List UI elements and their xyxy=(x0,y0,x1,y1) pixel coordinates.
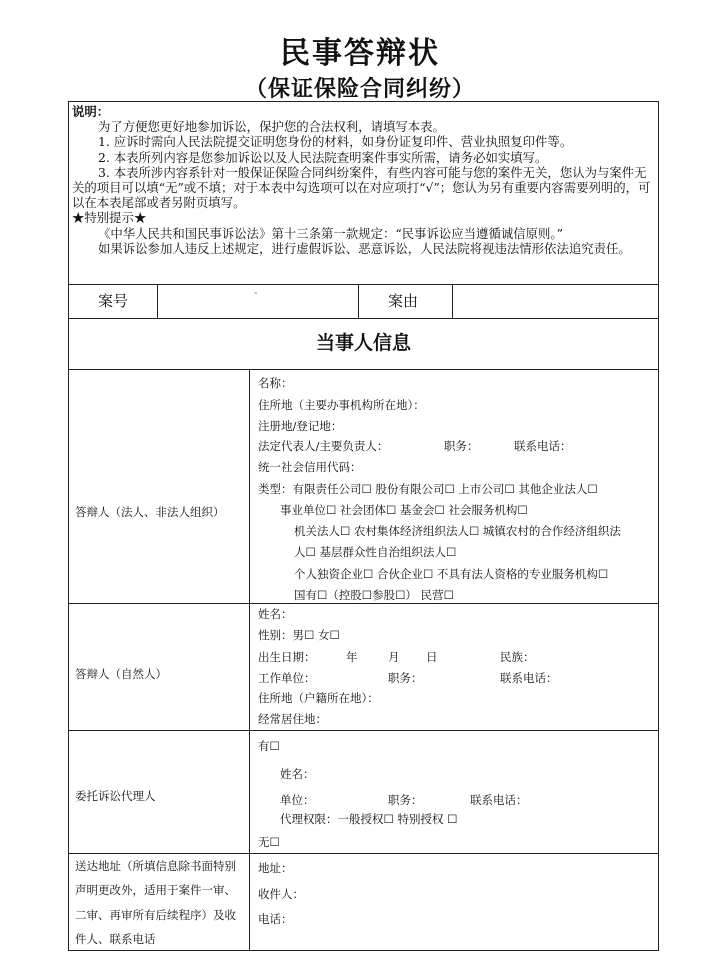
section-title: 当事人信息 xyxy=(315,332,411,354)
field-agent-authority[interactable]: 代理权限：一般授权☐ 特别授权 ☐ xyxy=(280,812,458,826)
natural-person-label: 答辩人（自然人） xyxy=(75,667,167,681)
field-domicile[interactable]: 住所地（户籍所在地）： xyxy=(258,691,379,705)
notes-line: 为了方便您更好地参加诉讼，保护您的合法权利，请填写本表。 xyxy=(98,119,445,135)
case-number-value[interactable]: - xyxy=(254,288,258,299)
field-birth-date[interactable]: 出生日期： xyxy=(258,650,316,664)
field-employer[interactable]: 工作单位： xyxy=(258,671,316,685)
birth-month-label: 月 xyxy=(388,650,400,664)
field-service-address[interactable]: 地址： xyxy=(258,861,293,875)
field-type-options[interactable]: 国有☐（控股☐参股☐） 民营☐ xyxy=(294,588,454,602)
field-name[interactable]: 名称： xyxy=(258,376,293,390)
divider xyxy=(452,284,453,318)
notes-line: 2. 本表所列内容是您参加诉讼以及人民法院查明案件事实所需，请务必如实填写。 xyxy=(98,149,548,165)
field-type-options[interactable]: 事业单位☐ 社会团体☐ 基金会☐ 社会服务机构☐ xyxy=(280,503,528,517)
field-position[interactable]: 职务： xyxy=(388,671,423,685)
birth-day-label: 日 xyxy=(426,650,438,664)
field-agent-phone[interactable]: 联系电话： xyxy=(470,793,528,807)
document-subtitle: （保证保险合同纠纷） xyxy=(244,76,475,102)
document-title: 民事答辩状 xyxy=(280,36,440,71)
agent-label: 委托诉讼代理人 xyxy=(75,789,156,803)
field-legal-rep[interactable]: 法定代表人/主要负责人： xyxy=(258,439,389,453)
divider xyxy=(157,284,158,318)
field-type-options[interactable]: 个人独资企业☐ 合伙企业☐ 不具有法人资格的专业服务机构☐ xyxy=(294,567,609,581)
field-agent-position[interactable]: 职务： xyxy=(388,793,423,807)
divider xyxy=(68,318,659,319)
field-agent-unit[interactable]: 单位： xyxy=(280,793,315,807)
divider xyxy=(68,730,659,731)
case-cause-label: 案由 xyxy=(388,292,419,310)
notes-line: 3. 本表所涉内容系针对一般保证保险合同纠纷案件，有些内容可能与您的案件无关，您认为与案件无关的项目可以填“无”或不填；对于本表中勾选项可以在对应项打“√”；您认为另有重要内容需要列明的，可以在本表尾部或者另附页填写。 xyxy=(72,164,651,211)
field-person-name[interactable]: 姓名： xyxy=(258,607,293,621)
field-residence[interactable]: 经常居住地： xyxy=(258,712,327,726)
service-label-line: 件人、联系电话 xyxy=(75,932,156,946)
field-ethnicity[interactable]: 民族： xyxy=(500,650,535,664)
field-gender[interactable]: 性别：男☐ 女☐ xyxy=(258,628,340,642)
divider xyxy=(68,603,659,604)
divider xyxy=(68,369,659,370)
field-type-options[interactable]: 人☐ 基层群众性自治组织法人☐ xyxy=(294,545,457,559)
field-recipient[interactable]: 收件人： xyxy=(258,887,304,901)
agent-no-option[interactable]: 无☐ xyxy=(258,835,280,849)
service-label-line: 二审、再审所有后续程序）及收 xyxy=(75,908,236,922)
field-phone[interactable]: 联系电话： xyxy=(500,671,558,685)
field-type-options[interactable]: 类型：有限责任公司☐ 股份有限公司☐ 上市公司☐ 其他企业法人☐ xyxy=(258,482,598,496)
service-label-line: 声明更改外，适用于案件一审、 xyxy=(75,883,236,897)
field-registration[interactable]: 注册地/登记地： xyxy=(258,419,343,433)
field-service-phone[interactable]: 电话： xyxy=(258,912,293,926)
divider xyxy=(68,853,659,854)
field-address[interactable]: 住所地（主要办事机构所在地）： xyxy=(258,398,425,412)
field-phone[interactable]: 联系电话： xyxy=(514,439,572,453)
field-credit-code[interactable]: 统一社会信用代码： xyxy=(258,460,362,474)
special-line: 如果诉讼参加人违反上述规定，进行虚假诉讼、恶意诉讼，人民法院将视违法情形依法追究责任。 xyxy=(98,240,631,256)
notes-heading: 说明： xyxy=(72,104,110,119)
special-line: 《中华人民共和国民事诉讼法》第十三条第一款规定：“民事诉讼应当遵循诚信原则。” xyxy=(98,225,563,241)
case-number-label: 案号 xyxy=(98,292,129,310)
service-label-line: 送达地址（所填信息除书面特别 xyxy=(75,859,236,873)
instructions-block xyxy=(72,104,657,256)
field-agent-name[interactable]: 姓名： xyxy=(280,767,315,781)
field-type-options[interactable]: 机关法人☐ 农村集体经济组织法人☐ 城镇农村的合作经济组织法 xyxy=(294,524,621,538)
divider xyxy=(358,284,359,318)
divider xyxy=(249,369,250,951)
special-heading: ★特别提示★ xyxy=(72,210,147,226)
field-position[interactable]: 职务： xyxy=(444,439,479,453)
notes-line: 1. 应诉时需向人民法院提交证明您身份的材料，如身份证复印件、营业执照复印件等。 xyxy=(98,134,573,150)
agent-yes-option[interactable]: 有☐ xyxy=(258,739,280,753)
legal-entity-label: 答辩人（法人、非法人组织） xyxy=(75,505,225,519)
birth-year-label: 年 xyxy=(346,650,358,664)
